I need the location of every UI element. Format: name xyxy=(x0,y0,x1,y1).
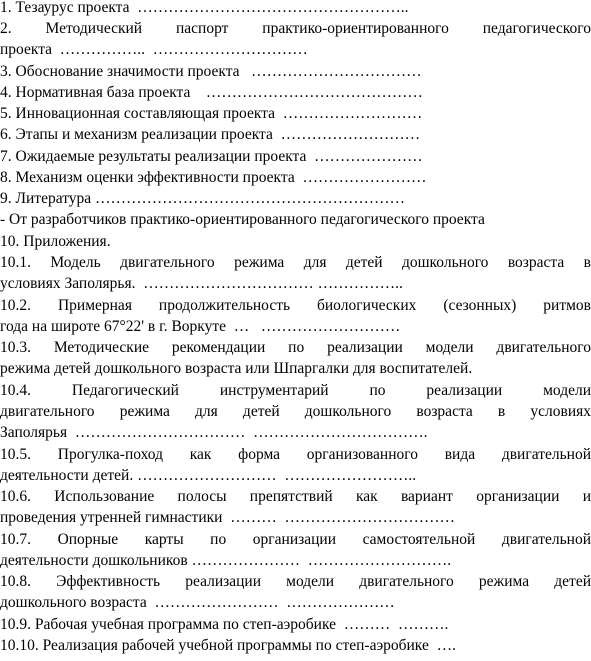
toc-line-20: двигательного режима для детей дошкольного возраста в условиях xyxy=(0,403,591,420)
toc-line-15: 10.2. Примерная продолжительность биологических (сезонных) ритмов xyxy=(0,297,591,314)
toc-line-27: деятельности дошкольников ………………… ………………………. xyxy=(0,552,452,569)
toc-line-18: режима детей дошкольного возраста или Шпаргалки для воспитателей. xyxy=(0,360,473,377)
toc-line-23: деятельности детей. ……………………… …………………….. xyxy=(0,467,417,484)
toc-line-24: 10.6. Использование полосы препятствий как вариант организации и xyxy=(0,488,591,505)
toc-line-28: 10.8. Эффективность реализации модели двигательного режима детей xyxy=(0,573,591,590)
toc-line-31: 10.10. Реализация рабочей учебной программы по степ-аэробике …. xyxy=(0,637,456,654)
toc-line-16: года на широте 67°22' в г. Воркуте … ……………………… xyxy=(0,318,401,335)
toc-line-14: условиях Заполярья. …………………………… …………….. xyxy=(0,275,403,292)
toc-line-17: 10.3. Методические рекомендации по реализации модели двигательного xyxy=(0,339,591,356)
toc-line-5: 4. Нормативная база проекта …………………………………… xyxy=(0,84,423,101)
toc-line-30: 10.9. Рабочая учебная программа по степ-аэробике ……… ………. xyxy=(0,616,449,633)
toc-line-4: 3. Обоснование значимости проекта …………………………… xyxy=(0,63,422,80)
toc-line-25: проведения утренней гимнастики ……… …………………………… xyxy=(0,509,455,526)
toc-line-11: - От разработчиков практико-ориентированного педагогического проекта xyxy=(0,211,485,228)
toc-line-21: Заполярья …………………………… ……………………………. xyxy=(0,424,428,441)
toc-line-3: проекта …………….. ………………………… xyxy=(0,41,308,58)
toc-line-9: 8. Механизм оценки эффективности проекта …………………… xyxy=(0,169,427,186)
toc-line-26: 10.7. Опорные карты по организации самостоятельной двигательной xyxy=(0,531,591,548)
toc-line-29: дошкольного возраста …………………… ………………… xyxy=(0,594,395,611)
toc-line-7: 6. Этапы и механизм реализации проекта ……………………… xyxy=(0,126,421,143)
toc-line-10: 9. Литература …………………………………………………… xyxy=(0,190,406,207)
toc-line-22: 10.5. Прогулка-поход как форма организованного вида двигательной xyxy=(0,446,591,463)
toc-line-6: 5. Инновационная составляющая проекта ……………………… xyxy=(0,105,423,122)
toc-line-12: 10. Приложения. xyxy=(0,233,111,250)
toc-line-13: 10.1. Модель двигательного режима для детей дошкольного возраста в xyxy=(0,254,591,271)
toc-line-8: 7. Ожидаемые результаты реализации проекта ………………… xyxy=(0,148,423,165)
toc-line-2: 2. Методический паспорт практико-ориентированного педагогического xyxy=(0,20,591,37)
toc-line-1: 1. Тезаурус проекта …………………………………………….. xyxy=(0,0,409,16)
toc-line-19: 10.4. Педагогический инструментарий по реализации модели xyxy=(0,382,591,399)
